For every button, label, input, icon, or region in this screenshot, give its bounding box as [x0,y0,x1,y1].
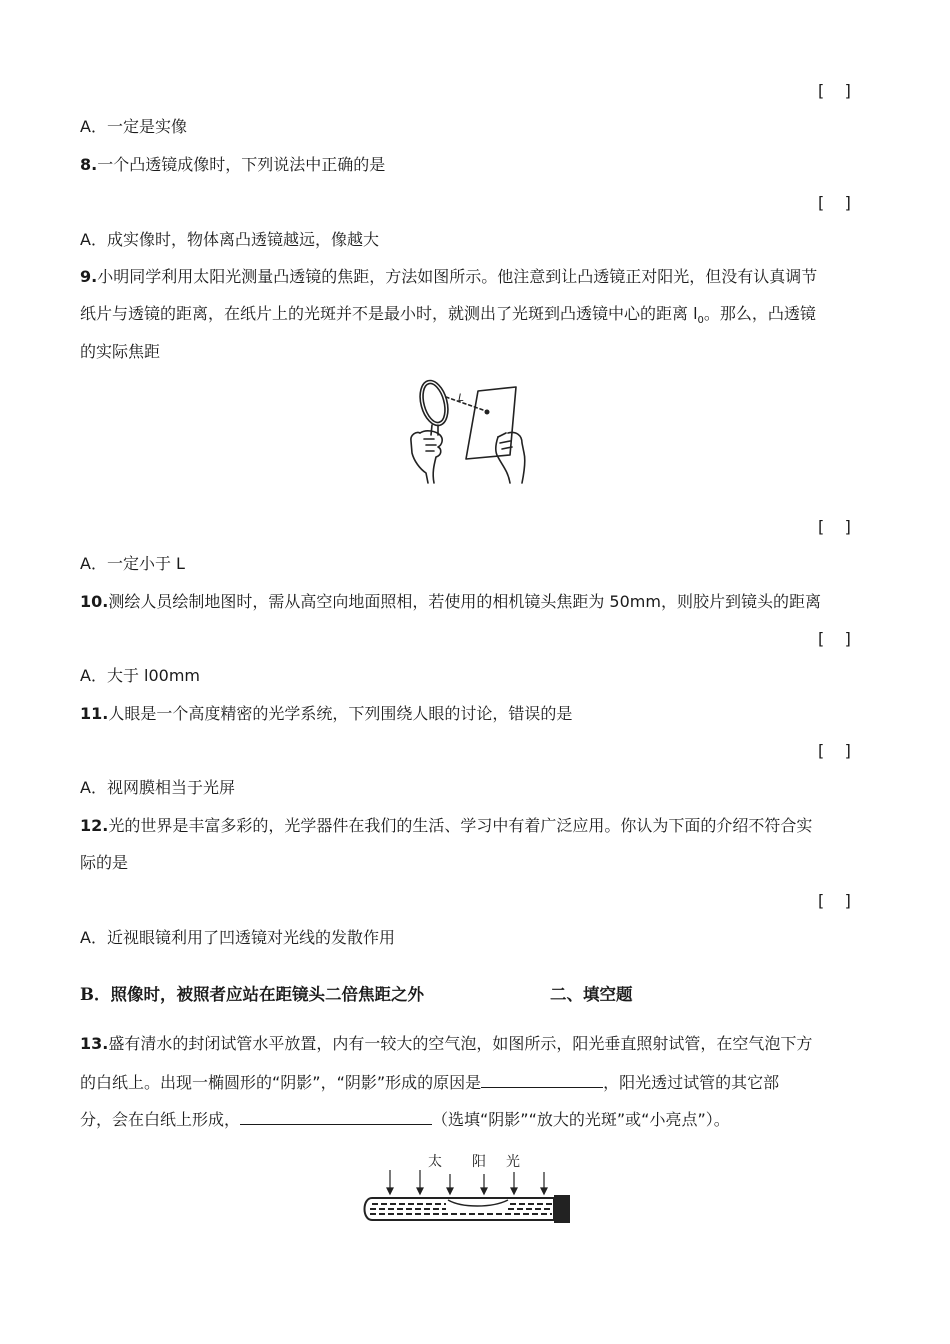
q9-option-a: A．一定小于 L [80,554,185,573]
q12-number: 12. [80,816,109,835]
answer-blank-2[interactable] [240,1106,432,1125]
figure-label-L: L [458,392,465,404]
q11-option-a: A．视网膜相当于光屏 [80,778,235,797]
question-13-line3 [80,1106,730,1132]
test-tube-figure [358,1150,578,1226]
q12-option-a: A．近视眼镜利用了凹透镜对光线的发散作用 [80,928,395,947]
q12-option-b: B．照像时，被照者应站在距镜头二倍焦距之外 [80,985,424,1004]
q9-line2: 纸片与透镜的距离，在纸片上的光斑并不是最小时，就测出了光斑到凸透镜中心的距离 l [80,304,698,323]
question-11 [80,702,572,726]
q9-line2-end: 。那么，凸透镜 [703,304,816,323]
q13-number: 13. [80,1034,109,1053]
question-9-line1 [80,265,817,289]
answer-bracket-q11: [ ] [818,741,851,760]
answer-bracket-q10: [ ] [818,629,851,648]
q13-line2-b: ，阳光透过试管的其它部 [603,1073,780,1092]
figure-label-sun-2: 阳 [472,1153,486,1169]
q9-line3: 的实际焦距 [80,342,161,361]
q9-subscript: 0 [697,315,704,327]
magnifier-figure [398,373,538,485]
answer-bracket-q8: [ ] [818,193,851,212]
q11-number: 11. [80,704,109,723]
q13-line3-b: （选填“阴影”“放大的光斑”或“小亮点”）。 [432,1110,730,1129]
q10-number: 10. [80,592,109,611]
question-8 [80,153,385,177]
q9-line1: 小明同学利用太阳光测量凸透镜的焦距，方法如图所示。他注意到让凸透镜正对阳光，但没有认真调节 [97,267,818,286]
water-hatching [370,1204,552,1214]
q13-line1: 盛有清水的封闭试管水平放置，内有一较大的空气泡，如图所示，阳光垂直照射试管，在空气泡下方 [108,1034,813,1053]
question-13-line2 [80,1069,779,1095]
sunlight-arrows [387,1170,547,1194]
figure-label-sun-3: 光 [506,1153,520,1169]
question-10 [80,590,821,614]
q8-text: 一个凸透镜成像时，下列说法中正确的是 [97,155,386,174]
question-13-line1 [80,1032,812,1056]
q13-line3-a: 分，会在白纸上形成， [80,1110,241,1129]
answer-bracket-q12: [ ] [818,891,851,910]
figure-label-sun-1: 太 [428,1153,442,1169]
q12-line1: 光的世界是丰富多彩的，光学器件在我们的生活、学习中有着广泛应用。你认为下面的介绍不符合实 [108,816,813,835]
q11-text: 人眼是一个高度精密的光学系统，下列围绕人眼的讨论，错误的是 [108,704,573,723]
tube-stopper [554,1195,570,1223]
q8-option-a: A．成实像时，物体离凸透镜越远，像越大 [80,230,379,249]
q13-line2-a: 的白纸上。出现一椭圆形的“阴影”，“阴影”形成的原因是 [80,1073,482,1092]
q9-number: 9. [80,267,98,286]
q12-line2: 际的是 [80,853,129,872]
air-bubble [448,1200,508,1206]
q10-option-a: A．大于 l00mm [80,666,201,685]
q10-text: 测绘人员绘制地图时，需从高空向地面照相，若使用的相机镜头焦距为 50mm，则胶片到镜头的距离 [108,592,821,611]
answer-bracket-q7: [ ] [818,81,851,100]
answer-blank-1[interactable] [481,1069,603,1088]
q8-number: 8. [80,155,98,174]
section-title: 二、填空题 [550,985,633,1004]
answer-bracket-q9: [ ] [818,517,851,536]
question-12-line1 [80,814,812,838]
question-9-line2 [80,302,816,333]
q7-option-a: A．一定是实像 [80,117,187,136]
